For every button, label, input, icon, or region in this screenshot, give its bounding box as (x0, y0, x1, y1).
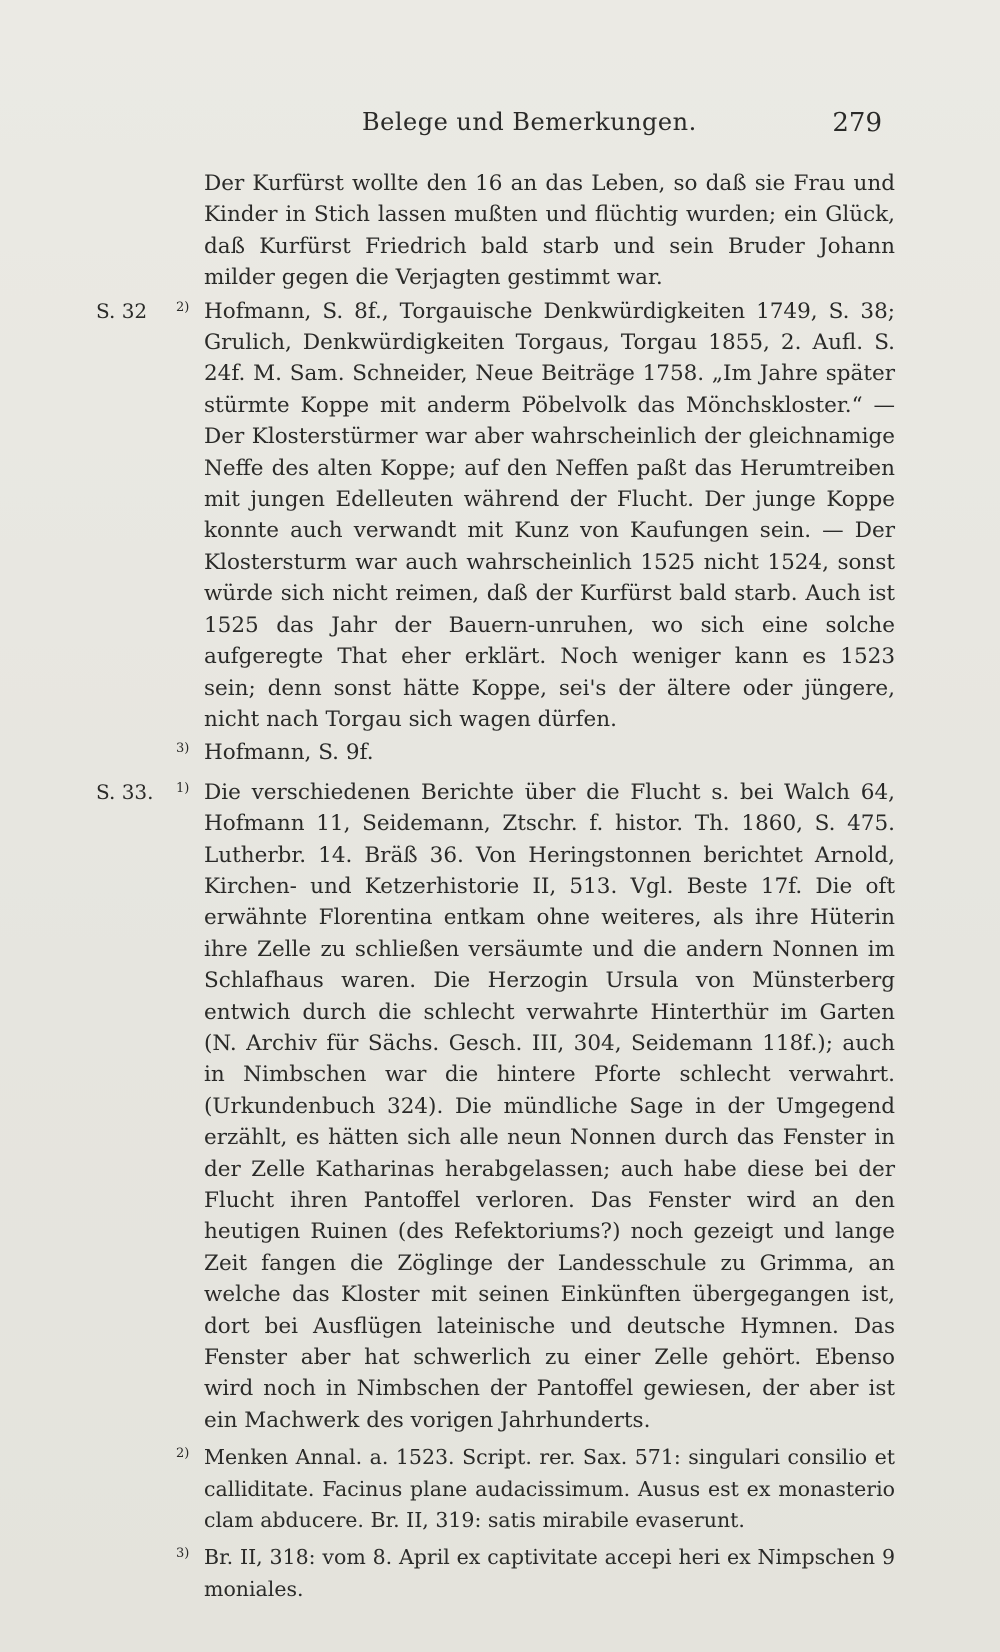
note-continuation (150, 168, 895, 294)
note-page-ref: S. 32 (96, 298, 148, 323)
note-number: 2) (176, 299, 190, 315)
note-s32-3 (150, 737, 895, 768)
running-head: Belege und Bemerkungen. (362, 108, 697, 136)
page-header (0, 108, 1000, 148)
note-text: Hofmann, S. 8f., Torgauische Denkwürdigkeiten 1749, S. 38; Grulich, Denkwürdigkeiten Torgaus, Torgau 1855, 2. Aufl. S. 24f. M. Sam. Schneider, Neue Beiträge 1758. „Im Jahre später stürmte Koppe mit anderm Pöbelvolk das Mönchskloster.“ — Der Klosterstürmer war aber wahrscheinlich der gleichnamige Neffe des alten Koppe; auf den Neffen paßt das Herumtreiben mit jungen Edelleuten während der Flucht. Der junge Koppe konnte auch verwandt mit Kunz von Kaufungen sein. — Der Klostersturm war auch wahrscheinlich 1525 nicht 1524, sonst würde sich nicht reimen, daß der Kurfürst bald starb. Auch ist 1525 das Jahr der Bauern-unruhen, wo sich eine solche aufgeregte That eher erklärt. Noch weniger kann es 1523 sein; denn sonst hätte Koppe, sei's der ältere oder jüngere, nicht nach Torgau sich wagen dürfen. (204, 298, 895, 732)
note-s33-1 (96, 777, 895, 1437)
note-text: Der Kurfürst wollte den 16 an das Leben, so daß sie Frau und Kinder in Stich lassen mußten und flüchtig wurden; ein Glück, daß Kurfürst Friedrich bald starb und sein Bruder Johann milder gegen die Verjagten gestimmt war. (204, 171, 895, 291)
note-number: 1) (176, 780, 190, 796)
note-number: 3) (176, 1546, 190, 1562)
note-number: 3) (176, 741, 190, 757)
note-text: Die verschiedenen Berichte über die Flucht s. bei Walch 64, Hofmann 11, Seidemann, Ztschr. f. histor. Th. 1860, S. 475. Lutherbr. 14. Bräß 36. Von Heringstonnen berichtet Arnold, Kirchen- und Ketzerhistorie II, 513. Vgl. Beste 17f. Die oft erwähnte Florentina entkam ohne weiteres, als ihre Hüterin ihre Zelle zu schließen versäumte und die andern Nonnen im Schlafhaus waren. Die Herzogin Ursula von Münsterberg entwich durch die schlecht verwahrte Hinterthür im Garten (N. Archiv für Sächs. Gesch. III, 304, Seidemann 118f.); auch in Nimbschen war die hintere Pforte schlecht verwahrt. (Urkundenbuch 324). Die mündliche Sage in der Umgegend erzählt, es hätten sich alle neun Nonnen durch das Fenster in der Zelle Katharinas herabgelassen; auch habe diese bei der Flucht ihren Pantoffel verloren. Das Fenster wird an den heutigen Ruinen (des Refektoriums?) noch gezeigt und lange Zeit fangen die Zöglinge der Landesschule zu Grimma, an welche das Kloster mit seinen Einkünften übergegangen ist, dort bei Ausflügen lateinische und deutsche Hymnen. Das Fenster aber hat schwerlich zu einer Zelle gehört. Ebenso wird noch in Nimbschen der Pantoffel gewiesen, der aber ist ein Machwerk des vorigen Jahrhunderts. (204, 779, 895, 1433)
page-number: 279 (832, 108, 882, 138)
note-s33-3 (150, 1542, 895, 1605)
note-text: Hofmann, S. 9f. (204, 740, 374, 766)
notes-body (96, 168, 895, 1605)
note-text: Menken Annal. a. 1523. Script. rer. Sax. 571: singulari consilio et calliditate. Facinus plane audacissimum. Ausus est ex monasterio clam abducere. Br. II, 319: satis mirabile evaserunt. (204, 1445, 895, 1533)
note-page-ref: S. 33. (96, 779, 154, 804)
note-text: Br. II, 318: vom 8. April ex captivitate accepi heri ex Nimpschen 9 moniales. (204, 1545, 895, 1601)
note-s32-2 (96, 296, 895, 736)
note-number: 2) (176, 1446, 190, 1462)
note-s33-2 (150, 1442, 895, 1536)
